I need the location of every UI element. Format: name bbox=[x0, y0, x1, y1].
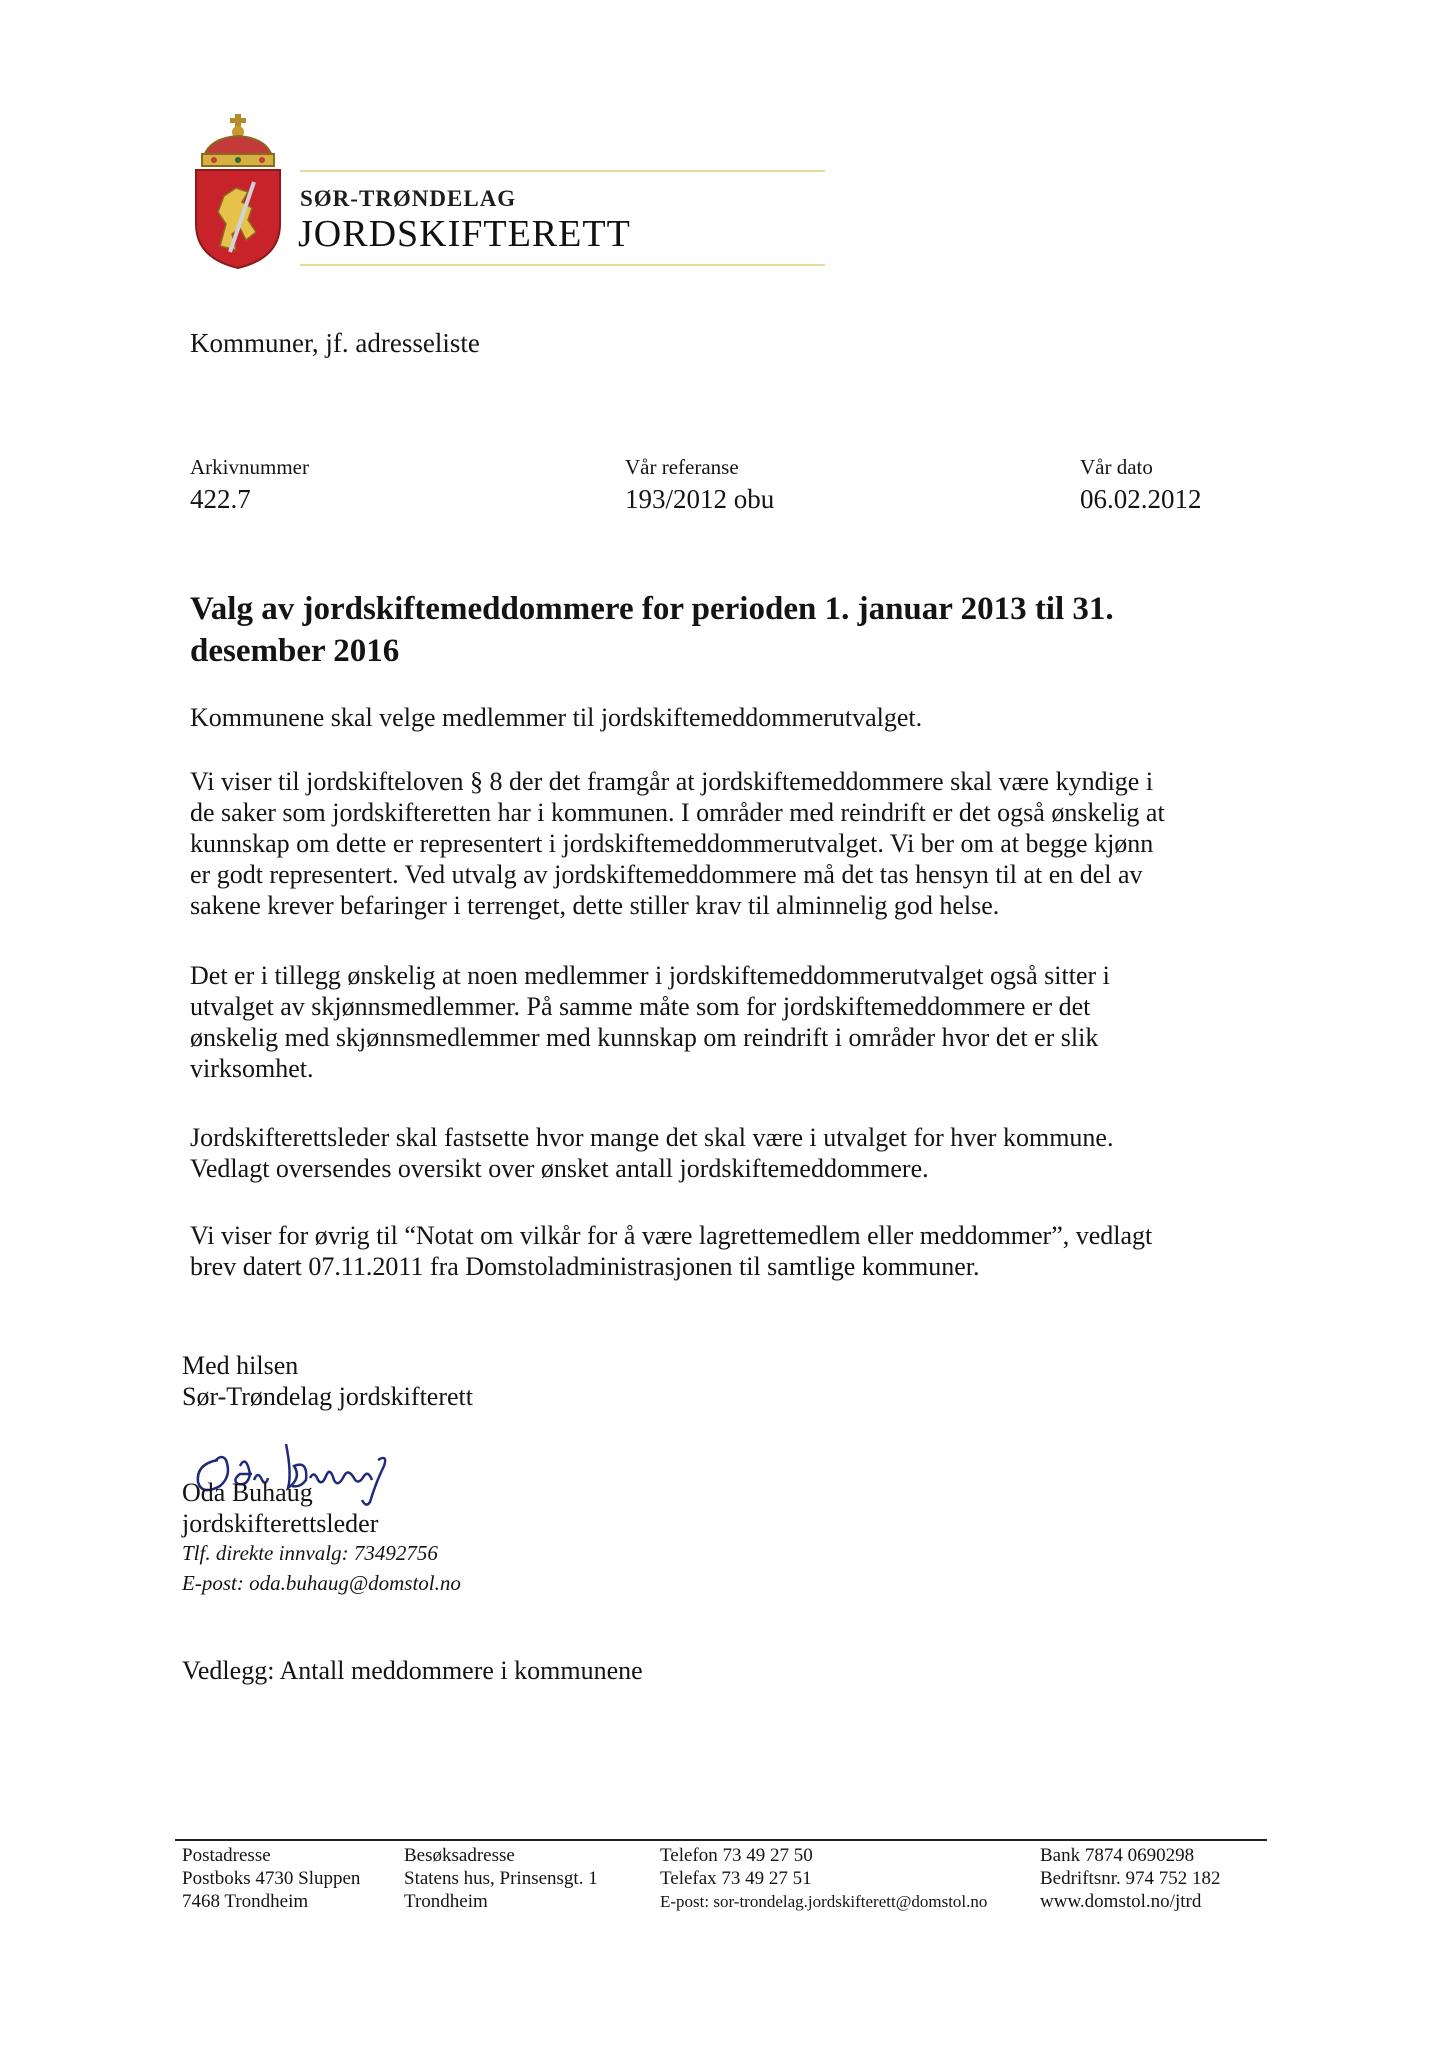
date-value: 06.02.2012 bbox=[1080, 484, 1202, 514]
paragraph-line: Jordskifterettsleder skal fastsette hvor mange det skal være i utvalget for hver kommune. bbox=[190, 1123, 1114, 1152]
footer-line: Postboks 4730 Sluppen bbox=[182, 1868, 361, 1889]
attachment-line: Vedlegg: Antall meddommere i kommunene bbox=[182, 1656, 643, 1685]
footer-line: Statens hus, Prinsensgt. 1 bbox=[404, 1868, 598, 1889]
org-region: SØR-TRØNDELAG bbox=[300, 186, 517, 211]
paragraph-3 bbox=[190, 960, 1250, 1084]
paragraph-2 bbox=[190, 766, 1250, 921]
footer-line: Besøksadresse bbox=[404, 1845, 515, 1866]
paragraph-1: Kommunene skal velge medlemmer til jordskiftemeddommerutvalget. bbox=[190, 703, 923, 732]
footer-line: Trondheim bbox=[404, 1891, 488, 1912]
signer-phone: Tlf. direkte innvalg: 73492756 bbox=[182, 1541, 438, 1565]
closing-greeting: Med hilsen bbox=[182, 1351, 299, 1380]
recipient: Kommuner, jf. adresseliste bbox=[190, 328, 480, 358]
footer-line: Telefax 73 49 27 51 bbox=[660, 1868, 812, 1889]
paragraph-line: virksomhet. bbox=[190, 1054, 314, 1083]
paragraph-line: Det er i tillegg ønskelig at noen medlemmer i jordskiftemeddommerutvalget også sitter i bbox=[190, 961, 1110, 990]
coat-of-arms-icon bbox=[190, 112, 286, 270]
signer-title: jordskifterettsleder bbox=[182, 1509, 379, 1538]
footer-line: 7468 Trondheim bbox=[182, 1891, 309, 1912]
paragraph-line: utvalget av skjønnsmedlemmer. På samme måte som for jordskiftemeddommere er det bbox=[190, 992, 1091, 1021]
archive-label: Arkivnummer bbox=[190, 455, 309, 479]
paragraph-line: brev datert 07.11.2011 fra Domstoladministrasjonen til samtlige kommuner. bbox=[190, 1252, 980, 1281]
paragraph-4 bbox=[190, 1122, 1250, 1184]
footer-postal-address bbox=[182, 1844, 360, 1913]
paragraph-line: Vi viser til jordskifteloven § 8 der det framgår at jordskiftemeddommere skal være kyndige i bbox=[190, 767, 1154, 796]
footer-email[interactable]: E-post: sor-trondelag.jordskifterett@domstol.no bbox=[660, 1892, 988, 1911]
letter-title bbox=[190, 588, 1190, 672]
footer-website-link[interactable]: www.domstol.no/jtrd bbox=[1040, 1891, 1202, 1912]
footer-line: Postadresse bbox=[182, 1845, 271, 1866]
paragraph-line: Vedlagt oversendes oversikt over ønsket antall jordskiftemeddommere. bbox=[190, 1154, 929, 1183]
reference-label: Vår referanse bbox=[625, 455, 739, 479]
org-name: JORDSKIFTERETT bbox=[298, 213, 631, 255]
paragraph-line: sakene krever befaringer i terrenget, dette stiller krav til alminnelig god helse. bbox=[190, 891, 1000, 920]
footer-line: Telefon 73 49 27 50 bbox=[660, 1845, 813, 1866]
footer-line: Bank 7874 0690298 bbox=[1040, 1845, 1195, 1866]
paragraph-line: de saker som jordskifteretten har i kommunen. I områder med reindrift er det også ønskelig at bbox=[190, 798, 1165, 827]
paragraph-line: ønskelig med skjønnsmedlemmer med kunnskap om reindrift i områder hvor det er slik bbox=[190, 1023, 1099, 1052]
title-line-1: Valg av jordskiftemeddommere for perioden 1. januar 2013 til 31. bbox=[190, 591, 1114, 627]
header-top-rule bbox=[300, 170, 825, 172]
footer-line: Bedriftsnr. 974 752 182 bbox=[1040, 1868, 1221, 1889]
paragraph-line: kunnskap om dette er representert i jordskiftemeddommerutvalget. Vi ber om at begge kjønn bbox=[190, 829, 1154, 858]
footer-contact bbox=[660, 1844, 987, 1913]
title-line-2: desember 2016 bbox=[190, 633, 400, 669]
header-bottom-rule bbox=[300, 264, 825, 266]
paragraph-line: Vi viser for øvrig til “Notat om vilkår for å være lagrettemedlem eller meddommer”, vedlagt bbox=[190, 1221, 1153, 1250]
archive-value: 422.7 bbox=[190, 484, 251, 514]
closing-org: Sør-Trøndelag jordskifterett bbox=[182, 1382, 473, 1411]
reference-value: 193/2012 obu bbox=[625, 484, 775, 514]
paragraph-line: er godt representert. Ved utvalg av jordskiftemeddommere må det tas hensyn til at en del av bbox=[190, 860, 1143, 889]
paragraph-5 bbox=[190, 1220, 1250, 1282]
footer-visit-address bbox=[404, 1844, 598, 1913]
footer-rule bbox=[175, 1839, 1267, 1841]
date-label: Vår dato bbox=[1080, 455, 1153, 479]
footer-bank bbox=[1040, 1844, 1221, 1913]
signer-email: E-post: oda.buhaug@domstol.no bbox=[182, 1571, 461, 1595]
signer-name: Oda Buhaug bbox=[182, 1478, 313, 1507]
